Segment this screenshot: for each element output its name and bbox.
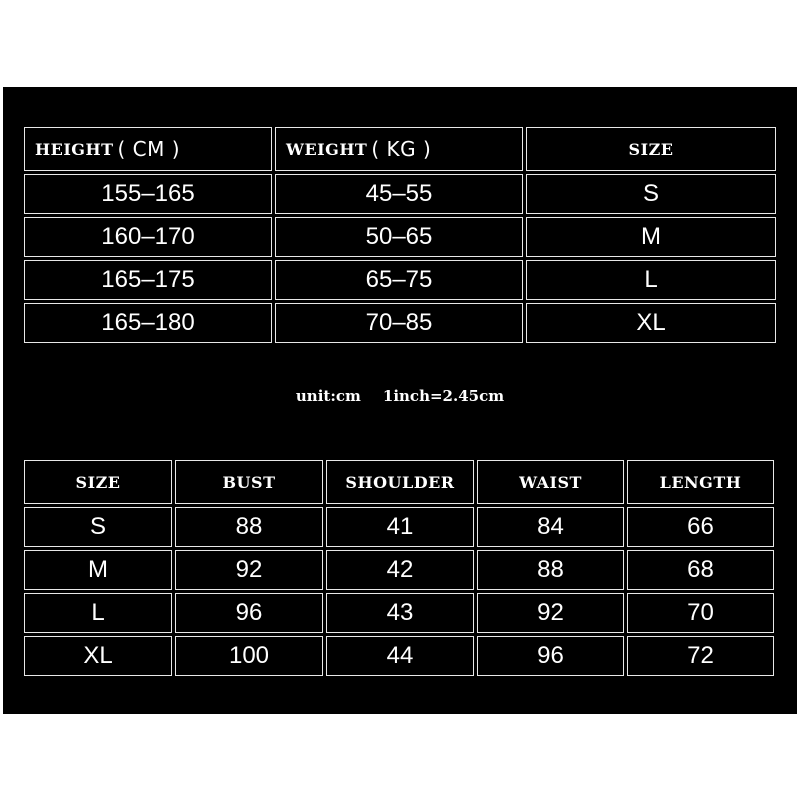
waist-cell: 92 (477, 593, 624, 633)
bust-cell: 96 (175, 593, 323, 633)
shoulder-cell: 43 (326, 593, 474, 633)
bust-cell: 88 (175, 507, 323, 547)
header-length: LENGTH (627, 460, 774, 504)
waist-cell: 96 (477, 636, 624, 676)
header-height-label: HEIGHT (35, 139, 114, 159)
size-cell: S (24, 507, 172, 547)
bust-cell: 92 (175, 550, 323, 590)
header-weight (275, 127, 523, 171)
waist-cell: 88 (477, 550, 624, 590)
waist-cell: 84 (477, 507, 624, 547)
height-weight-size-table (24, 127, 776, 347)
bust-cell: 100 (175, 636, 323, 676)
length-cell: 70 (627, 593, 774, 633)
header-weight-label: WEIGHT (286, 139, 368, 159)
fit-weight-cell: 70–85 (275, 303, 523, 343)
size-cell: L (24, 593, 172, 633)
fit-size-cell: M (526, 217, 776, 257)
header-height-unit: ( CM ) (117, 137, 181, 161)
unit-label: unit:cm (295, 387, 361, 405)
length-cell: 68 (627, 550, 774, 590)
measurement-table (24, 460, 777, 680)
fit-height-cell: 165–175 (24, 260, 272, 300)
fit-height-cell: 165–180 (24, 303, 272, 343)
unit-note (3, 387, 797, 405)
header-size-label: SIZE (628, 139, 674, 159)
header-size: SIZE (24, 460, 172, 504)
header-size (526, 127, 776, 171)
length-cell: 66 (627, 507, 774, 547)
inch-conversion: 1inch=2.45cm (382, 387, 505, 405)
shoulder-cell: 44 (326, 636, 474, 676)
fit-size-cell: L (526, 260, 776, 300)
fit-weight-cell: 50–65 (275, 217, 523, 257)
size-chart-panel (3, 87, 797, 714)
header-waist: WAIST (477, 460, 624, 504)
fit-height-cell: 160–170 (24, 217, 272, 257)
size-cell: M (24, 550, 172, 590)
shoulder-cell: 42 (326, 550, 474, 590)
fit-height-cell: 155–165 (24, 174, 272, 214)
fit-weight-cell: 65–75 (275, 260, 523, 300)
header-weight-unit: ( KG ) (371, 137, 432, 161)
fit-weight-cell: 45–55 (275, 174, 523, 214)
shoulder-cell: 41 (326, 507, 474, 547)
header-shoulder: SHOULDER (326, 460, 474, 504)
fit-size-cell: S (526, 174, 776, 214)
header-height (24, 127, 272, 171)
fit-size-cell: XL (526, 303, 776, 343)
size-cell: XL (24, 636, 172, 676)
length-cell: 72 (627, 636, 774, 676)
header-bust: BUST (175, 460, 323, 504)
